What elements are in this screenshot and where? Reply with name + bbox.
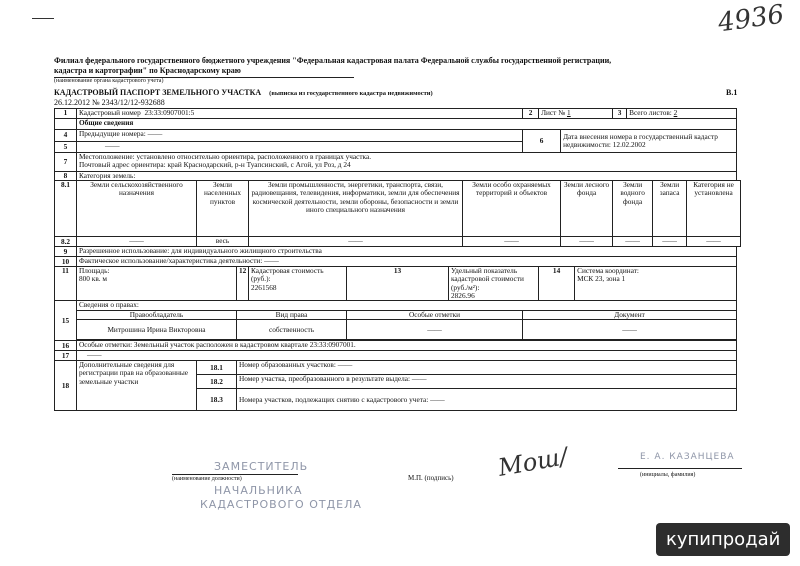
- row-1: 1 Кадастровый номер 23:33:0907001:5 2 Лист № 1 3 Всего листов: 2: [55, 109, 741, 119]
- stamp-position-line1: ЗАМЕСТИТЕЛЬ: [214, 460, 309, 473]
- area-cell: Площадь: 800 кв. м: [77, 267, 237, 301]
- row-4: 4 Предыдущие номера: —— 6 Дата внесения номера в государственный кадастр недвижимости: 12.02.2002: [55, 130, 741, 142]
- signature: Мош/: [496, 442, 570, 482]
- org-line1: Филиал федерального государственного бюджетного учреждения "Федеральная кадастровая палата Федеральной службы государственной регистрации,: [54, 56, 612, 65]
- row-18-1: 18 Дополнительные сведения для регистрации прав на образованные земельные участки 18.1 Номер образованных участков: ——: [55, 361, 741, 375]
- doc-title: КАДАСТРОВЫЙ ПАСПОРТ ЗЕМЕЛЬНОГО УЧАСТКА: [54, 88, 262, 97]
- row-8: 8 Категория земель:: [55, 172, 741, 181]
- category-forest: Земли лесного фонда: [561, 181, 613, 237]
- category-industry: Земли промышленности, энергетики, транспорта, связи, радиовещания, телевидения, информатики, земли для обеспечения космической деятельности, земли обороны, безопасности и земли иного специального назначения: [249, 181, 463, 237]
- row-11-14: 11 Площадь: 800 кв. м 12 Кадастровая стоимость (руб.): 2261568 13 Удельный показатель кадастровой стоимости (руб./м²): 2826.96 14 Система координат: МСК 23, зона 1: [55, 267, 741, 301]
- land-category-label: Категория земель:: [77, 172, 737, 181]
- row-7: 7 Местоположение: установлено относительно ориентира, расположенного в границах участка. Почтовый адрес ориентира: край Краснодарский, р-н Туапсинский, с Агой, ул Роз, д 24: [55, 153, 741, 172]
- special-marks: ——: [347, 320, 523, 340]
- sheets-total-cell: Всего листов: 2: [627, 109, 737, 119]
- cadastral-number: 23:33:0907001:5: [144, 108, 195, 117]
- actual-use: Фактическое использование/характеристика деятельности: ——: [77, 257, 737, 267]
- org-caption: (наименование органа кадастрового учета): [54, 78, 164, 84]
- row-17: 17 ——: [55, 351, 741, 361]
- stamp-position-line2: НАЧАЛЬНИКА: [214, 484, 303, 497]
- stamp-name: Е. А. КАЗАНЦЕВА: [640, 452, 735, 462]
- sheet-number-cell: Лист № 1: [539, 109, 613, 119]
- category-water: Земли водного фонда: [613, 181, 653, 237]
- handwritten-number: 4936: [716, 0, 786, 39]
- specific-value-cell: Удельный показатель кадастровой стоимости (руб./м²): 2826.96: [449, 267, 539, 301]
- initials-underline: [618, 468, 742, 469]
- category-agricultural: Земли сельскохозяйственного назначения: [77, 181, 197, 237]
- number-entry-date: Дата внесения номера в государственный кадастр недвижимости: 12.02.2002: [561, 130, 737, 153]
- row-18-3: 18.3 Номера участков, подлежащих снятию с кадастрового учета: ——: [55, 389, 741, 411]
- document-title: [54, 88, 433, 98]
- cadastral-value-cell: Кадастровая стоимость (руб.): 2261568: [249, 267, 347, 301]
- general-info: Общие сведения: [77, 119, 737, 130]
- cadastral-number-cell: Кадастровый номер 23:33:0907001:5: [77, 109, 523, 119]
- watermark-badge: купипродай: [656, 523, 790, 556]
- location-line1: Местоположение: установлено относительно ориентира, расположенного в границах участка.: [79, 152, 372, 161]
- row-15-title: 15 Сведения о правах:: [55, 301, 741, 311]
- category-settlements-value: весь: [197, 237, 249, 247]
- row-8-1: 8.1 Земли сельскохозяйственного назначения Земли населенных пунктов Земли промышленности, энергетики, транспорта, связи, радиовещания, телевидения, информатики, земли для обеспечения космической деятельности, земли обороны, безопасности и земли иного специального назначения Земли особо охраняемых территорий и объектов Земли лесного фонда Земли водного фонда Земли запаса Категория не установлена: [55, 181, 741, 237]
- row-general: [55, 119, 741, 130]
- stamp-position-line3: КАДАСТРОВОГО ОТДЕЛА: [200, 498, 362, 511]
- specific-value: 2826.96: [451, 290, 475, 300]
- permitted-use: Разрешенное использование: для индивидуального жилищного строительства: [77, 247, 737, 257]
- coordinate-system: МСК 23, зона 1: [577, 274, 626, 284]
- initials-caption: (инициалы, фамилия): [640, 472, 696, 478]
- right-holder: Митрошина Ирина Викторовна: [77, 320, 237, 340]
- row-15-headers: Правообладатель Вид права Особые отметки Документ: [55, 311, 741, 320]
- category-settlements: Земли населенных пунктов: [197, 181, 249, 237]
- position-underline: [172, 474, 298, 475]
- position-caption: (наименование должности): [172, 476, 242, 482]
- coordinate-system-cell: Система координат: МСК 23, зона 1: [575, 267, 737, 301]
- right-type: собственность: [237, 320, 347, 340]
- row-18-2: 18.2 Номер участка, преобразованного в результате выдела: ——: [55, 375, 741, 389]
- row-10: 10 Фактическое использование/характеристика деятельности: ——: [55, 257, 741, 267]
- form-code: В.1: [726, 88, 738, 97]
- area-value: 800 кв. м: [79, 274, 108, 284]
- additional-info-label: Дополнительные сведения для регистрации прав на образованные земельные участки: [77, 361, 197, 411]
- row-9: 9 Разрешенное использование: для индивидуального жилищного строительства: [55, 247, 741, 257]
- doc-date-number: 26.12.2012 № 2343/12/12-932688: [54, 98, 165, 107]
- cadastral-value: 2261568: [251, 282, 277, 292]
- row-8-2: 8.2 —— весь —— —— —— —— —— ——: [55, 237, 741, 247]
- category-protected: Земли особо охраняемых территорий и объектов: [463, 181, 561, 237]
- special-notes: Особые отметки: Земельный участок расположен в кадастровом квартале 23:33:0907001.: [77, 341, 737, 351]
- corner-mark: [32, 18, 54, 19]
- category-reserve: Земли запаса: [653, 181, 687, 237]
- org-line2: кадастра и картографии" по Краснодарскому краю: [54, 66, 241, 75]
- category-unset: Категория не установлена: [687, 181, 741, 237]
- row-5: 5 ——: [55, 142, 741, 153]
- row-16: 16 Особые отметки: Земельный участок расположен в кадастровом квартале 23:33:0907001.: [55, 341, 741, 351]
- doc-subtitle: (выписка из государственного кадастра недвижимости): [269, 90, 433, 97]
- location-line2: Почтовый адрес ориентира: край Краснодарский, р-н Туапсинский, с Агой, ул Роз, д 24: [79, 160, 351, 170]
- mp-caption: М.П. (подпись): [408, 474, 454, 482]
- right-document: ——: [523, 320, 737, 340]
- rights-title: Сведения о правах:: [77, 301, 737, 311]
- cadastral-form: [54, 108, 741, 411]
- row-15-values: [55, 320, 741, 340]
